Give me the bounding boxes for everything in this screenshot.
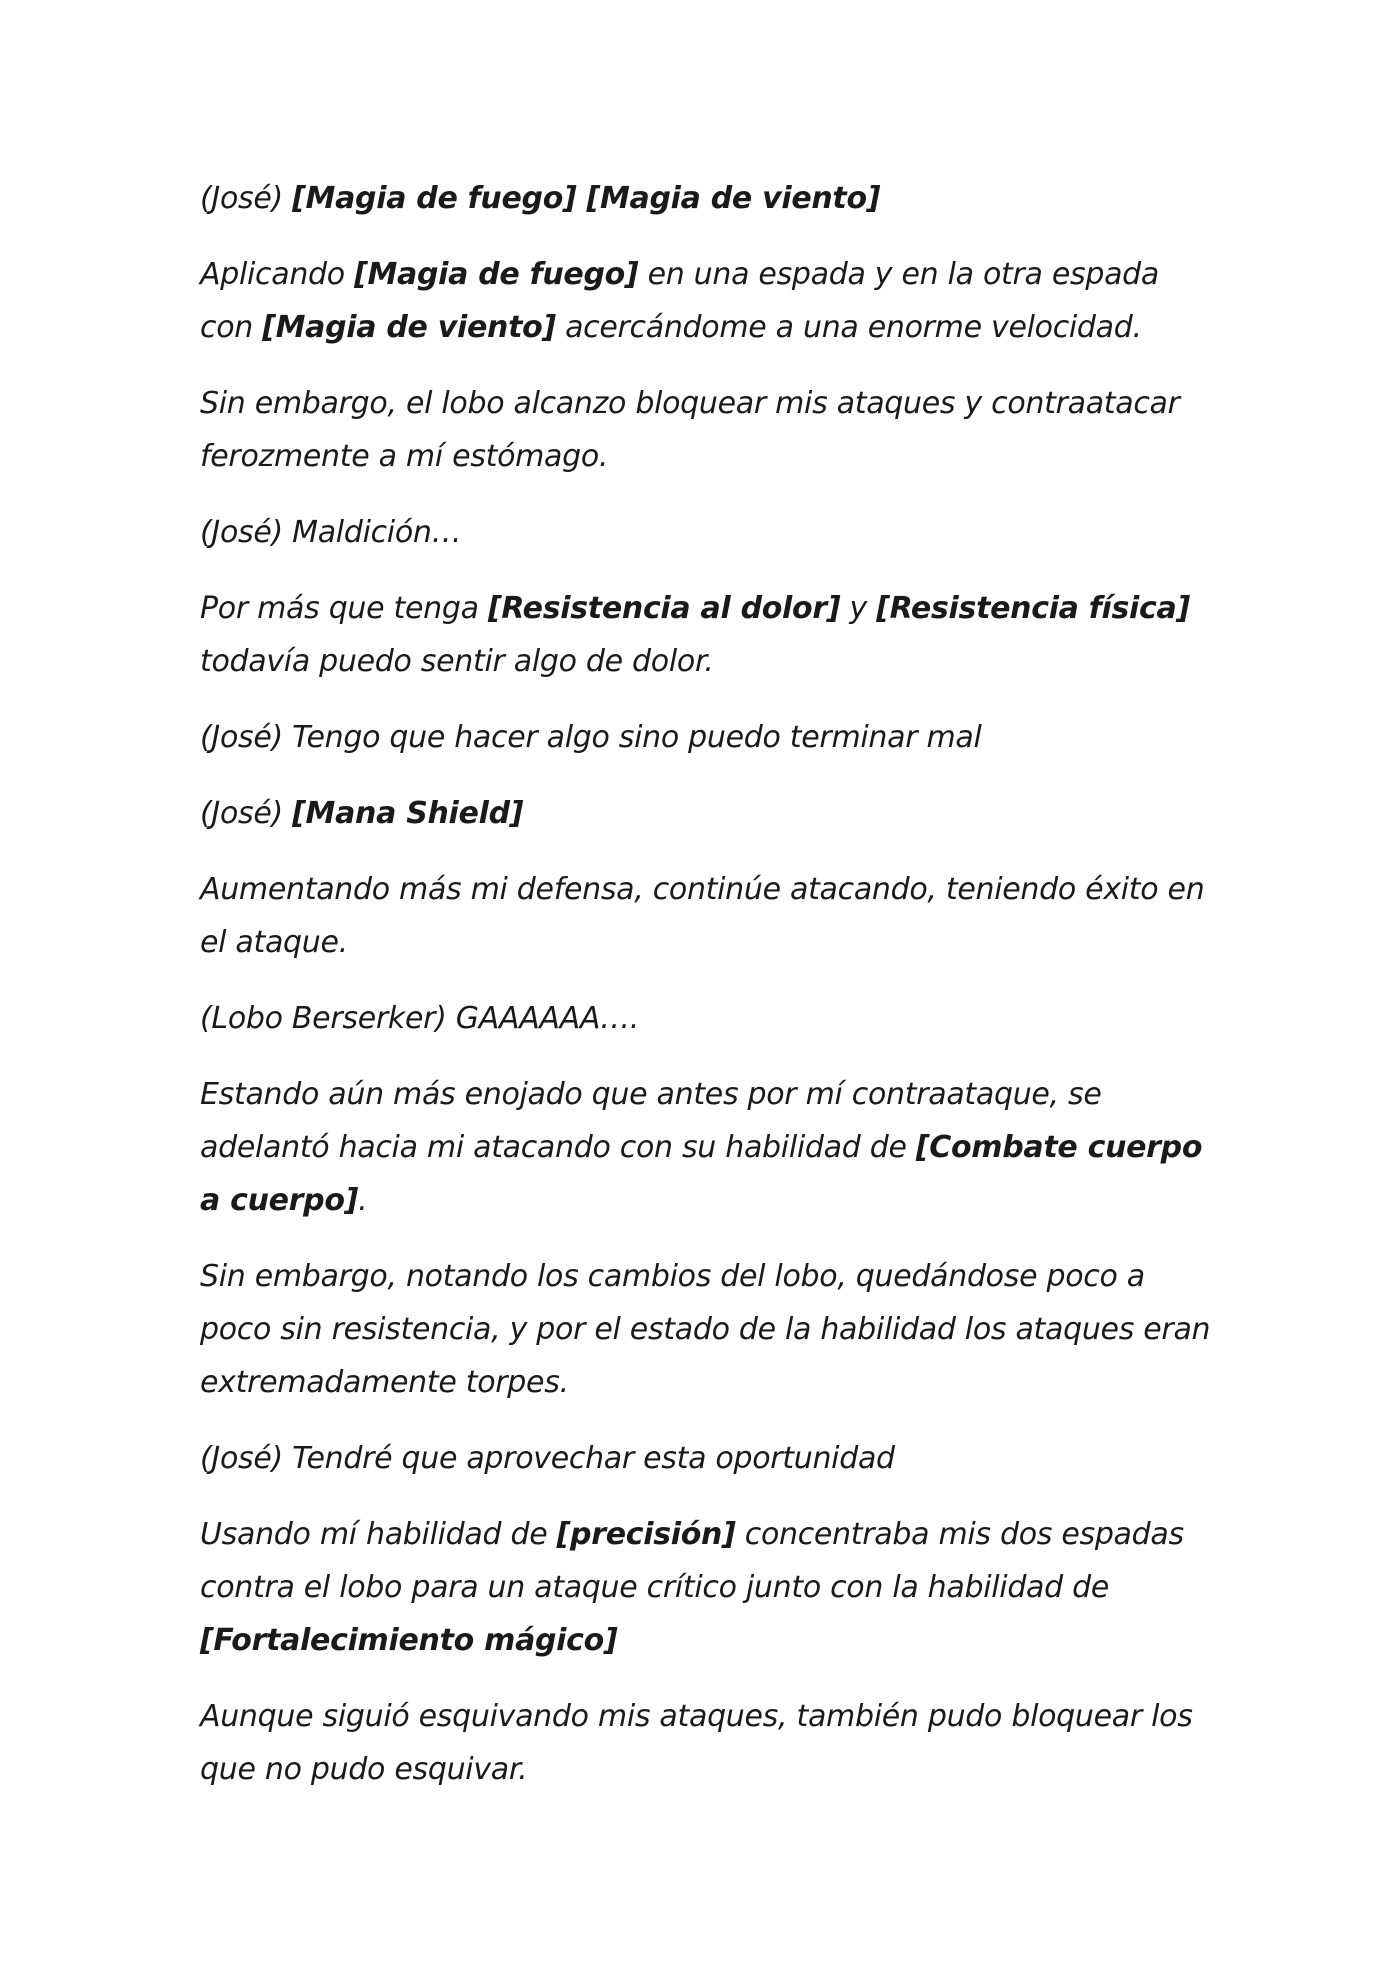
paragraph (200, 992, 1220, 1045)
text-run: Por más que tenga (200, 591, 488, 626)
skill-name: [Magia de fuego] [Magia de viento] (292, 181, 881, 216)
paragraph (200, 1508, 1220, 1667)
text-run: (José) (200, 181, 293, 216)
text-run: Aunque siguió esquivando mis ataques, también pudo bloquear los que no pudo esquivar. (200, 1699, 1193, 1787)
text-run: y (840, 591, 877, 626)
skill-name: [Magia de fuego] (354, 257, 639, 292)
document-body (200, 172, 1220, 1819)
text-run: (Lobo Berserker) GAAAAAA…. (200, 1001, 640, 1036)
text-run: Sin embargo, notando los cambios del lobo, quedándose poco a poco sin resistencia, y por el estado de la habilidad los ataques eran extremadamente torpes. (200, 1259, 1211, 1400)
text-run: Estando aún más enojado que antes por mí contraataque, se adelantó hacia mi atacando con su habilidad de (200, 1077, 1102, 1165)
paragraph (200, 787, 1220, 840)
text-run: Aumentando más mi defensa, continúe atacando, teniendo éxito en el ataque. (200, 872, 1205, 960)
text-run: (José) Tendré que aprovechar esta oportunidad (200, 1441, 895, 1476)
paragraph (200, 506, 1220, 559)
text-run: (José) Maldición… (200, 515, 462, 550)
text-run: acercándome a una enorme velocidad. (555, 310, 1142, 345)
text-run: todavía puedo sentir algo de dolor. (200, 644, 714, 679)
paragraph (200, 582, 1220, 688)
paragraph (200, 1690, 1220, 1796)
skill-name: [Mana Shield] (292, 796, 524, 831)
text-run: en una espada y en la otra espada con (200, 257, 1159, 345)
skill-name: [Combate cuerpo a cuerpo] (200, 1130, 1203, 1218)
skill-name: [Magia de viento] (262, 310, 556, 345)
text-run: Usando mí habilidad de (200, 1517, 557, 1552)
text-run: concentraba mis dos espadas contra el lobo para un ataque crítico junto con la habilidad de (200, 1517, 1184, 1605)
paragraph (200, 377, 1220, 483)
skill-name: [Resistencia física] (876, 591, 1190, 626)
text-run: Aplicando (200, 257, 355, 292)
paragraph (200, 248, 1220, 354)
text-run: Sin embargo, el lobo alcanzo bloquear mis ataques y contraatacar ferozmente a mí estómago. (200, 386, 1180, 474)
skill-name: [Fortalecimiento mágico] (200, 1623, 618, 1658)
paragraph (200, 711, 1220, 764)
paragraph (200, 172, 1220, 225)
text-run: (José) (200, 796, 293, 831)
paragraph (200, 863, 1220, 969)
paragraph (200, 1250, 1220, 1409)
text-run: . (358, 1183, 368, 1218)
skill-name: [precisión] (556, 1517, 736, 1552)
paragraph (200, 1068, 1220, 1227)
text-run: (José) Tengo que hacer algo sino puedo terminar mal (200, 720, 982, 755)
paragraph (200, 1432, 1220, 1485)
skill-name: [Resistencia al dolor] (487, 591, 841, 626)
